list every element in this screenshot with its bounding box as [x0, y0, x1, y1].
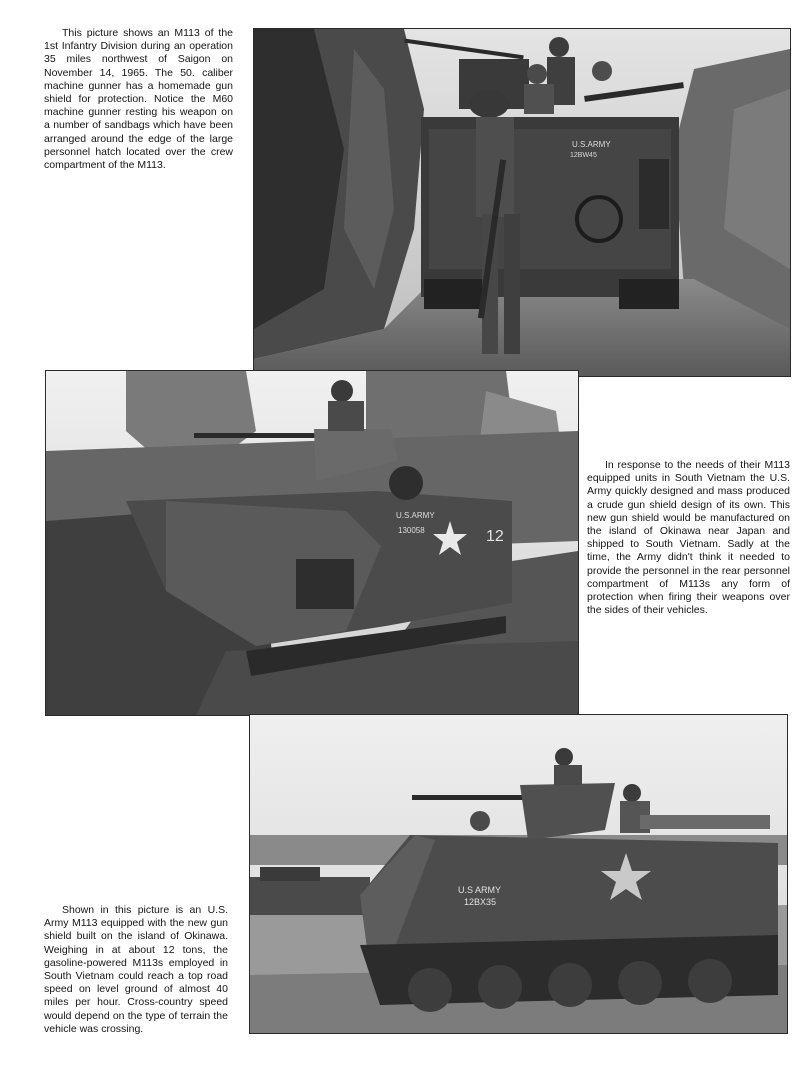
photo-3-marking: U.S ARMY: [458, 885, 502, 895]
photo-1-serial: 12BW45: [570, 152, 597, 159]
photo-m113-rear-view: [253, 28, 791, 377]
photo-m113-okinawa-shield: [249, 714, 788, 1034]
photo-2-marking: U.S.ARMY: [396, 511, 435, 520]
m113-hull-okinawa: [360, 835, 778, 1012]
photo-m113-side-view: [45, 370, 579, 716]
m113-rear-hull: [421, 117, 679, 309]
photo-2-serial: 130058: [398, 526, 425, 535]
photo-1-marking: U.S.ARMY: [572, 140, 611, 149]
photo-3-serial: 12BX35: [464, 897, 497, 907]
caption-1: This picture shows an M113 of the 1st Infantry Division during an operation 35 miles northwest of Saigon on November 14, 1965. The 50. caliber machine gunner has a homemade gun shield for protection. Notice the M60 machine gunner resting his weapon on a number of sandbags which have been arranged around the edge of the large personnel hatch located over the crew compartment of the M113.: [44, 27, 233, 172]
caption-2: In response to the needs of their M113 equipped units in South Vietnam the U.S. Army quickly designed and mass produced a crude gun shield design of its own. This new gun shield would be manufactured on the island of Okinawa near Japan and shipped to South Vietnam. Sadly at the time, the Army didn't think it needed to provide the personnel in the rear personnel compartment of M113s any form of protection when firing their weapons over the sides of their vehicles.: [587, 459, 790, 617]
photo-2-number: 12: [486, 528, 504, 545]
caption-3: Shown in this picture is an U.S. Army M113 equipped with the new gun shield built on the island of Okinawa. Weighing in at about 12 tons, the gasoline-powered M113s employed in South Vietnam could reach a top road speed on level ground of almost 40 miles per hour. Cross-country speed would depend on the type of terrain the vehicle was crossing.: [44, 904, 228, 1035]
